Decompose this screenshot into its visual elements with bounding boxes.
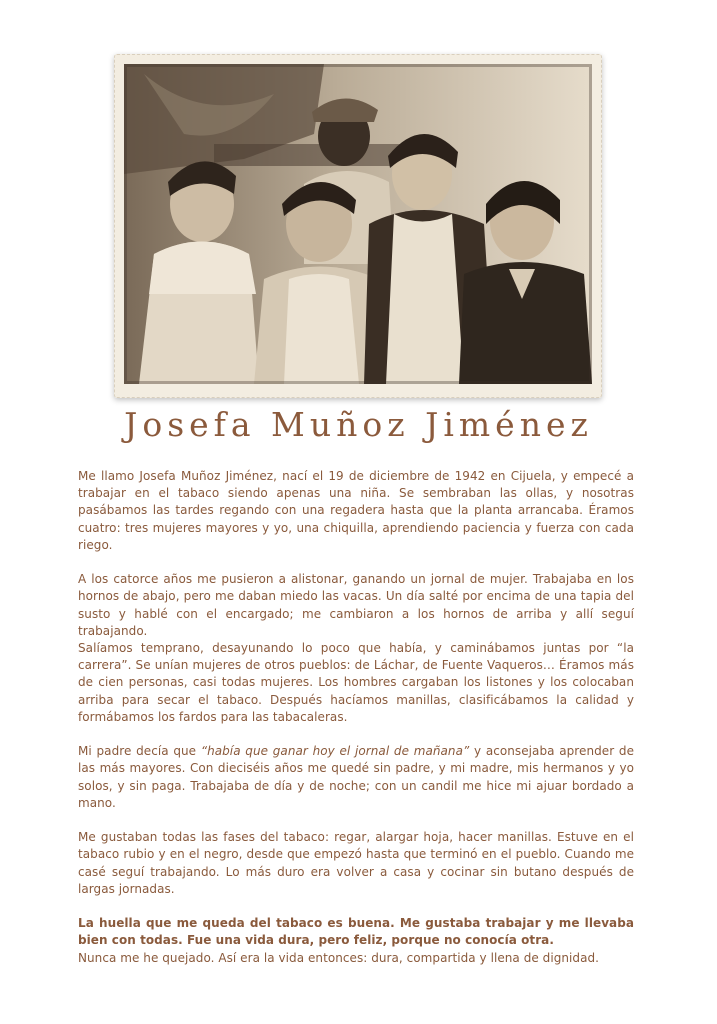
group-photo xyxy=(124,64,592,384)
paragraph-father xyxy=(78,743,634,812)
biography-text xyxy=(78,468,634,967)
paragraph-la-carrera: Salíamos temprano, desayunando lo poco que había, y caminábamos juntas por “la carrera”. Se unían mujeres de otros pueblos: de Láchar, de Fuente Vaqueros… Éramos más de cien personas, casi todas mujeres. Los hombres cargaban los listones y los colocaban arriba para secar el tabaco. Después hacíamos manillas, clasificábamos la calidad y formábamos los fardos para las tabacaleras. xyxy=(78,641,634,724)
photo-frame xyxy=(114,54,602,398)
paragraph-alistonar: A los catorce años me pusieron a alistonar, ganando un jornal de mujer. Trabajaba en los hornos de abajo, pero me daban miedo las vacas. Un día salté por encima de una tapia del susto y hablé con el encargado; me cambiaron a los hornos de arriba y allí seguí trabajando. xyxy=(78,572,634,638)
paragraph-phases: Me gustaban todas las fases del tabaco: regar, alargar hoja, hacer manillas. Estuve en el tabaco rubio y en el negro, desde que empezó hasta que terminó en el pueblo. Cuando me casé seguí trabajando. Lo más duro era volver a casa y cocinar sin butano después de largas jornadas. xyxy=(78,830,634,896)
sepia-group-photo-icon xyxy=(124,64,592,384)
paragraph-closing: Nunca me he quejado. Así era la vida entonces: dura, compartida y llena de dignidad. xyxy=(78,950,600,965)
father-quote: “había que ganar hoy el jornal de mañana” xyxy=(200,744,470,759)
paragraph-legacy-bold xyxy=(78,915,634,949)
paragraph-childhood: Me llamo Josefa Muñoz Jiménez, nací el 19 de diciembre de 1942 en Cijuela, y empecé a trabajar en el tabaco siendo apenas una niña. Se sembraban las ollas, y nosotras pasábamos las tardes regando con una regadera hasta que la planta arrancaba. Éramos cuatro: tres mujeres mayores y yo, una chiquilla, aprendiendo paciencia y fuerza con cada riego. xyxy=(78,469,634,552)
paragraph-father-rest: y aconsejaba aprender de las más mayores. Con dieciséis años me quedé sin padre, y mi madre, mis hermanos y yo solos, y sin paga. Trabajaba de día y de noche; con un candil me hice mi ajuar bordado a mano. xyxy=(78,744,634,810)
person-name-title: Josefa Muñoz Jiménez xyxy=(124,405,593,444)
paragraph-father-intro: Mi padre decía que xyxy=(78,744,201,759)
legacy-bold-text: La huella que me queda del tabaco es buena. Me gustaba trabajar y me llevaba bien con todas. Fue una vida dura, pero feliz, porque no conocía otra. xyxy=(78,916,634,948)
